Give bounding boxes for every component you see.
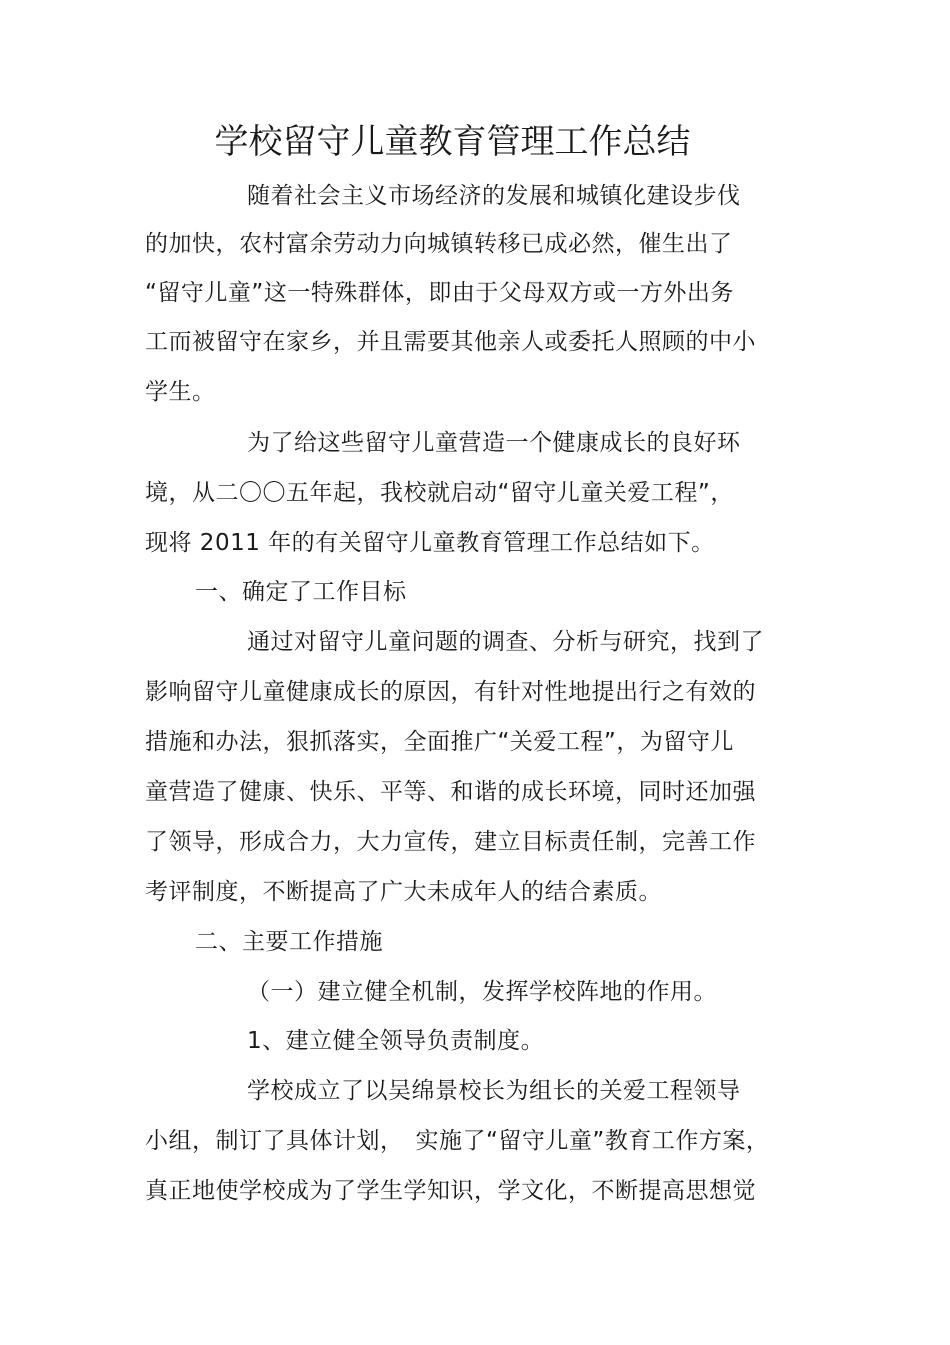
paragraph-line: 的加快，农村富余劳动力向城镇转移已成必然，催生出了 [145, 231, 733, 257]
paragraph-line: 随着社会主义市场经济的发展和城镇化建设步伐 [247, 183, 741, 209]
paragraph-line: 通过对留守儿童问题的调查、分析与研究，找到了 [247, 629, 764, 655]
paragraph-line: 境，从二〇〇五年起，我校就启动“留守儿童关爱工程”， [145, 480, 734, 506]
paragraph-line: 现将 2011 年的有关留守儿童教育管理工作总结如下。 [145, 530, 715, 556]
subsection-heading: （一）建立健全机制，发挥学校阵地的作用。 [247, 979, 717, 1005]
paragraph-line: 考评制度，不断提高了广大未成年人的结合素质。 [145, 879, 662, 905]
paragraph-line: 学校成立了以吴绵景校长为组长的关爱工程领导 [247, 1078, 741, 1104]
paragraph-line: 小组，制订了具体计划， 实施了“留守儿童”教育工作方案， [145, 1128, 770, 1154]
paragraph-line: 工而被留守在家乡，并且需要其他亲人或委托人照顾的中小 [145, 329, 756, 355]
paragraph-line: “留守儿童”这一特殊群体，即由于父母双方或一方外出务 [145, 280, 734, 306]
paragraph-line: 为了给这些留守儿童营造一个健康成长的良好环 [247, 430, 741, 456]
document-title: 学校留守儿童教育管理工作总结 [214, 122, 691, 162]
paragraph-line: 措施和办法，狠抓落实，全面推广“关爱工程”，为留守儿 [145, 729, 734, 755]
paragraph-line: 了领导，形成合力，大力宣传，建立目标责任制，完善工作 [145, 829, 756, 855]
item-heading: 1、建立健全领导负责制度。 [247, 1028, 545, 1054]
section-heading: 二、主要工作措施 [195, 929, 383, 955]
paragraph-line: 学生。 [145, 379, 216, 405]
section-heading: 一、确定了工作目标 [195, 579, 407, 605]
paragraph-line: 真正地使学校成为了学生学知识，学文化，不断提高思想觉 [145, 1178, 756, 1204]
paragraph-line: 童营造了健康、快乐、平等、和谐的成长环境，同时还加强 [145, 779, 756, 805]
paragraph-line: 影响留守儿童健康成长的原因，有针对性地提出行之有效的 [145, 679, 756, 705]
